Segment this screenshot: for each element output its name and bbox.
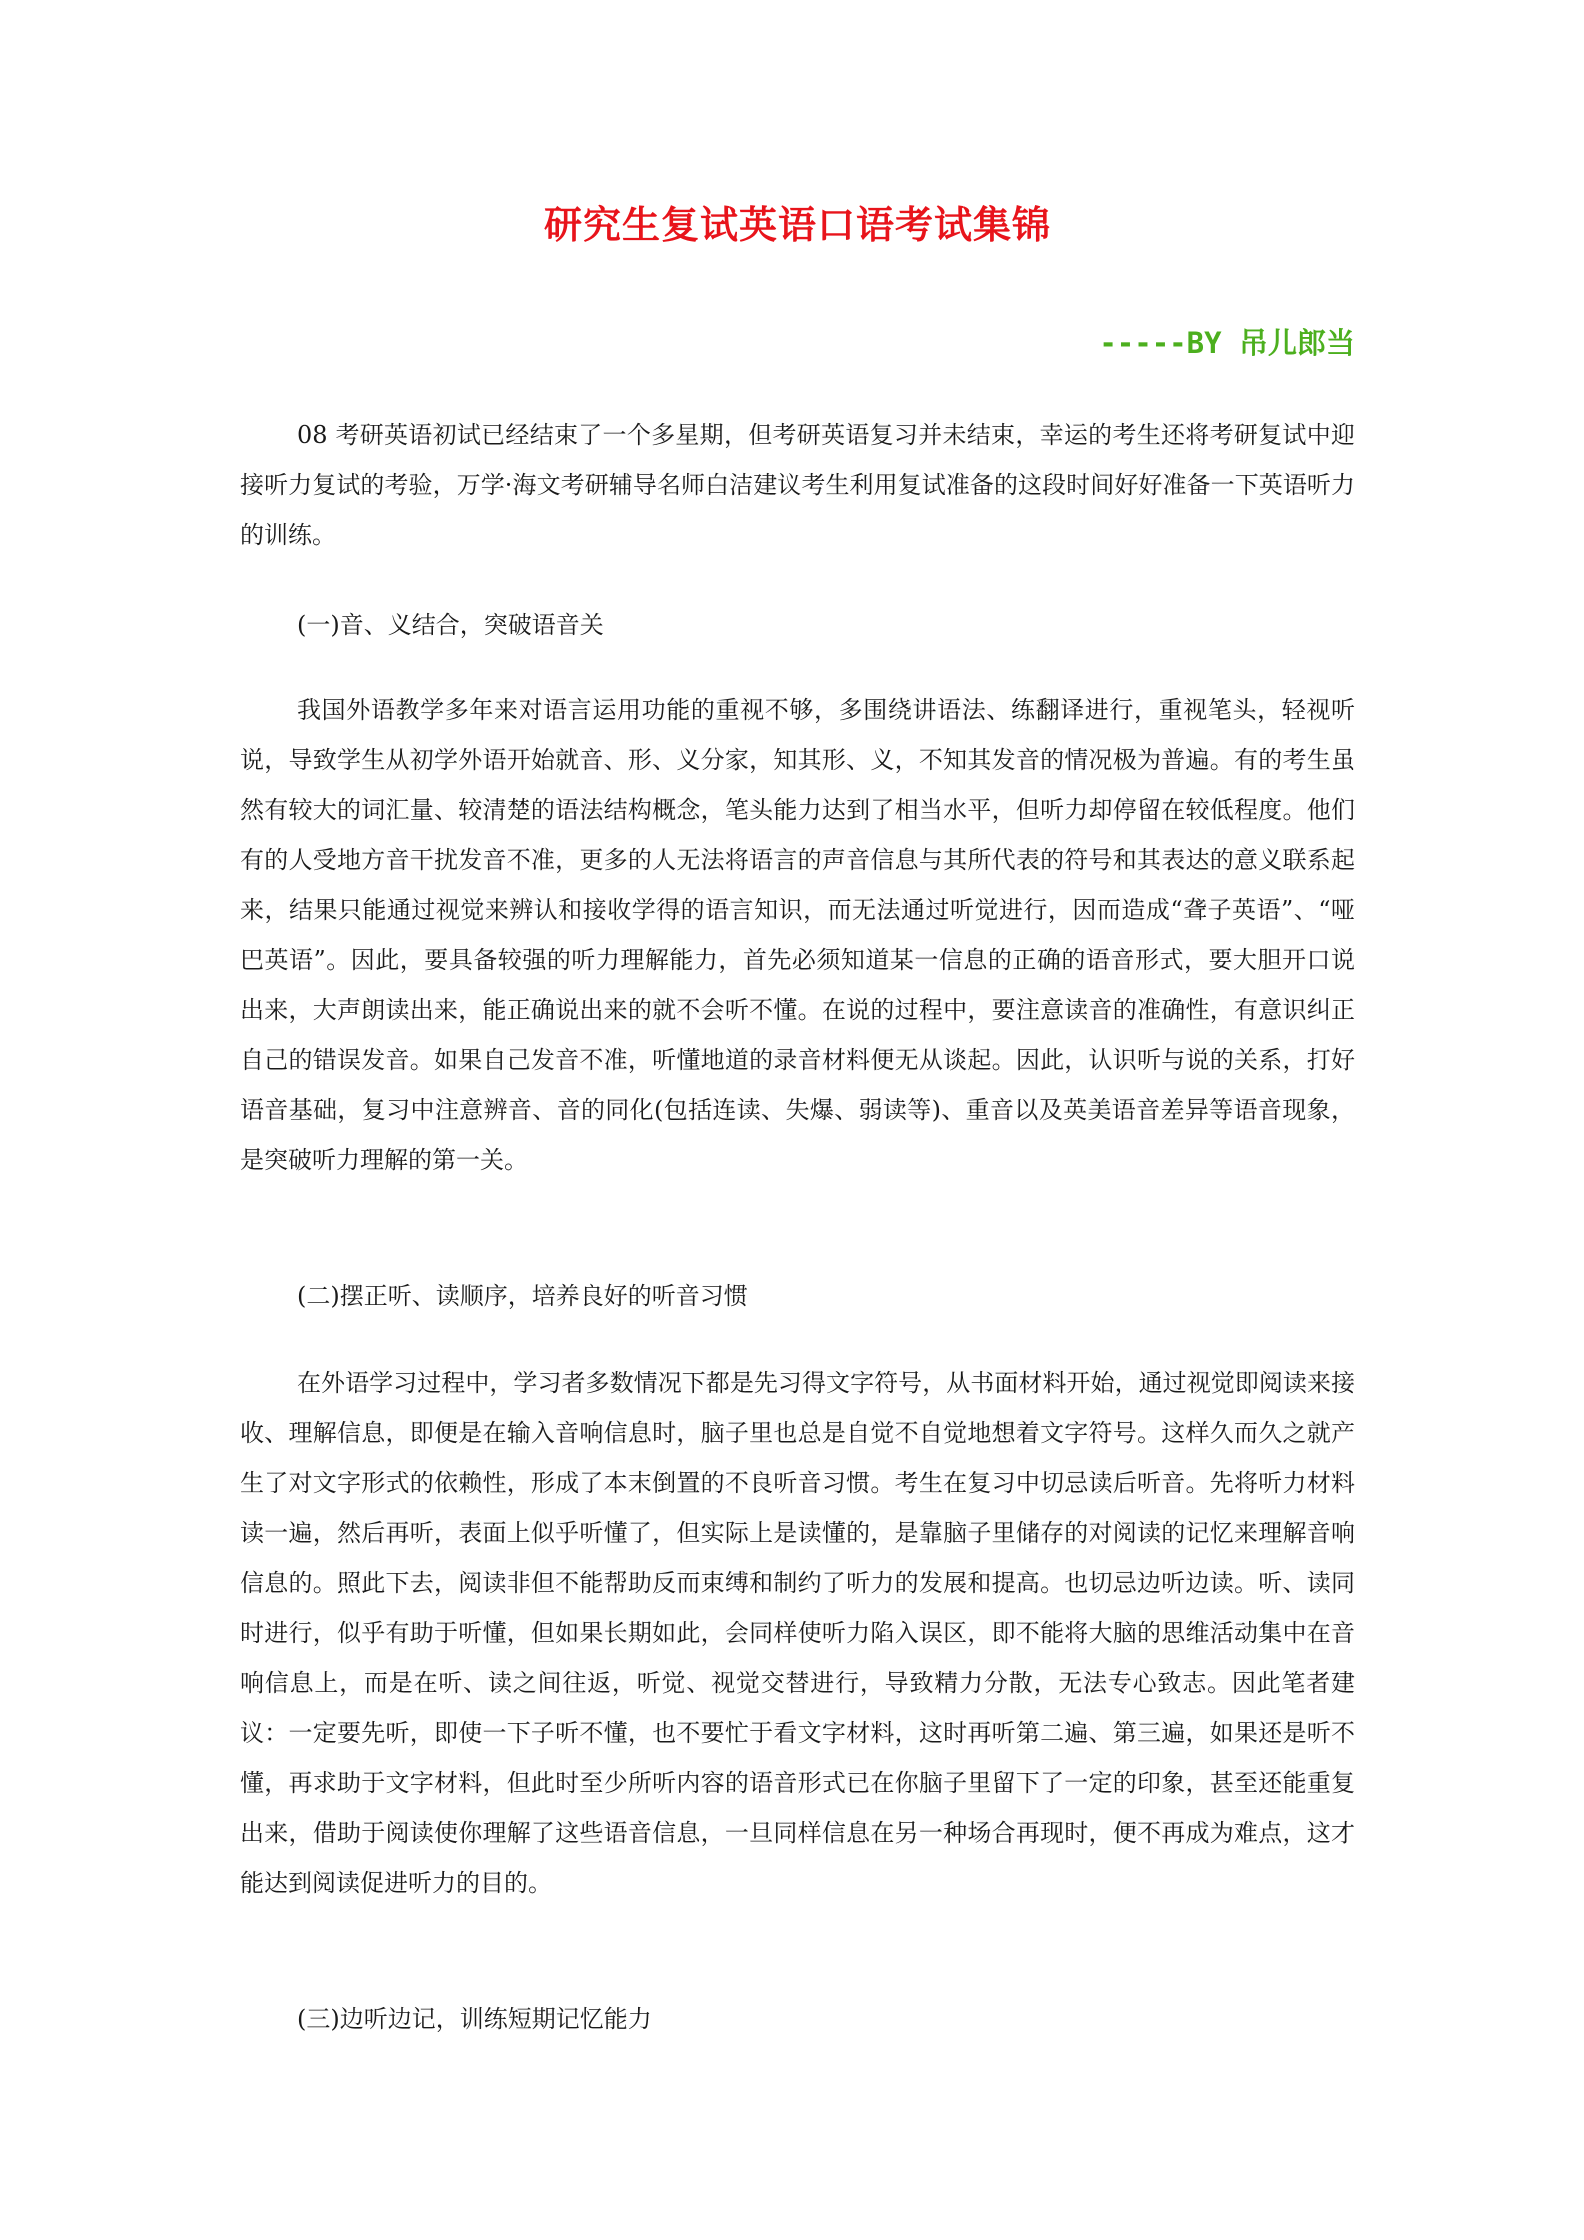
section-2-paragraph: 在外语学习过程中，学习者多数情况下都是先习得文字符号，从书面材料开始，通过视觉即阅读来接收、理解信息，即便是在输入音响信息时，脑子里也总是自觉不自觉地想着文字符号。这样久而久之就产生了对文字形式的依赖性，形成了本末倒置的不良听音习惯。考生在复习中切忌读后听音。先将听力材料读一遍，然后再听，表面上似乎听懂了，但实际上是读懂的，是靠脑子里储存的对阅读的记忆来理解音响信息的。照此下去，阅读非但不能帮助反而束缚和制约了听力的发展和提高。也切忌边听边读。听、读同时进行，似乎有助于听懂，但如果长期如此，会同样使听力陷入误区，即不能将大脑的思维活动集中在音响信息上，而是在听、读之间往返，听觉、视觉交替进行，导致精力分散，无法专心致志。因此笔者建议：一定要先听，即使一下子听不懂，也不要忙于看文字材料，这时再听第二遍、第三遍，如果还是听不懂，再求助于文字材料，但此时至少所听内容的语音形式已在你脑子里留下了一定的印象，甚至还能重复出来，借助于阅读使你理解了这些语音信息，一旦同样信息在另一种场合再现时，便不再成为难点，这才能达到阅读促进听力的目的。 (240, 1369, 1355, 1897)
section-1-heading: (一)音、义结合，突破语音关 (297, 611, 604, 639)
document-page (240, 0, 1355, 2240)
section-1-paragraph: 我国外语教学多年来对语言运用功能的重视不够，多围绕讲语法、练翻译进行，重视笔头，轻视听说，导致学生从初学外语开始就音、形、义分家，知其形、义，不知其发音的情况极为普遍。有的考生虽然有较大的词汇量、较清楚的语法结构概念，笔头能力达到了相当水平，但听力却停留在较低程度。他们有的人受地方音干扰发音不准，更多的人无法将语言的声音信息与其所代表的符号和其表达的意义联系起来，结果只能通过视觉来辨认和接收学得的语言知识，而无法通过听觉进行，因而造成“聋子英语”、“哑巴英语”。因此，要具备较强的听力理解能力，首先必须知道某一信息的正确的语音形式，要大胆开口说出来，大声朗读出来，能正确说出来的就不会听不懂。在说的过程中，要注意读音的准确性，有意识纠正自己的错误发音。如果自己发音不准，听懂地道的录音材料便无从谈起。因此，认识听与说的关系，打好语音基础，复习中注意辨音、音的同化(包括连读、失爆、弱读等)、重音以及英美语音差异等语音现象，是突破听力理解的第一关。 (240, 696, 1355, 1174)
section-3-heading: (三)边听边记，训练短期记忆能力 (297, 2005, 652, 2033)
author-byline: -----BY 吊儿郎当 (1099, 326, 1355, 360)
document-title: 研究生复试英语口语考试集锦 (543, 202, 1051, 247)
intro-paragraph: 08 考研英语初试已经结束了一个多星期，但考研英语复习并未结束，幸运的考生还将考研复试中迎接听力复试的考验，万学·海文考研辅导名师白洁建议考生利用复试准备的这段时间好好准备一下英语听力的训练。 (240, 421, 1355, 549)
section-2-heading: (二)摆正听、读顺序，培养良好的听音习惯 (297, 1282, 748, 1310)
